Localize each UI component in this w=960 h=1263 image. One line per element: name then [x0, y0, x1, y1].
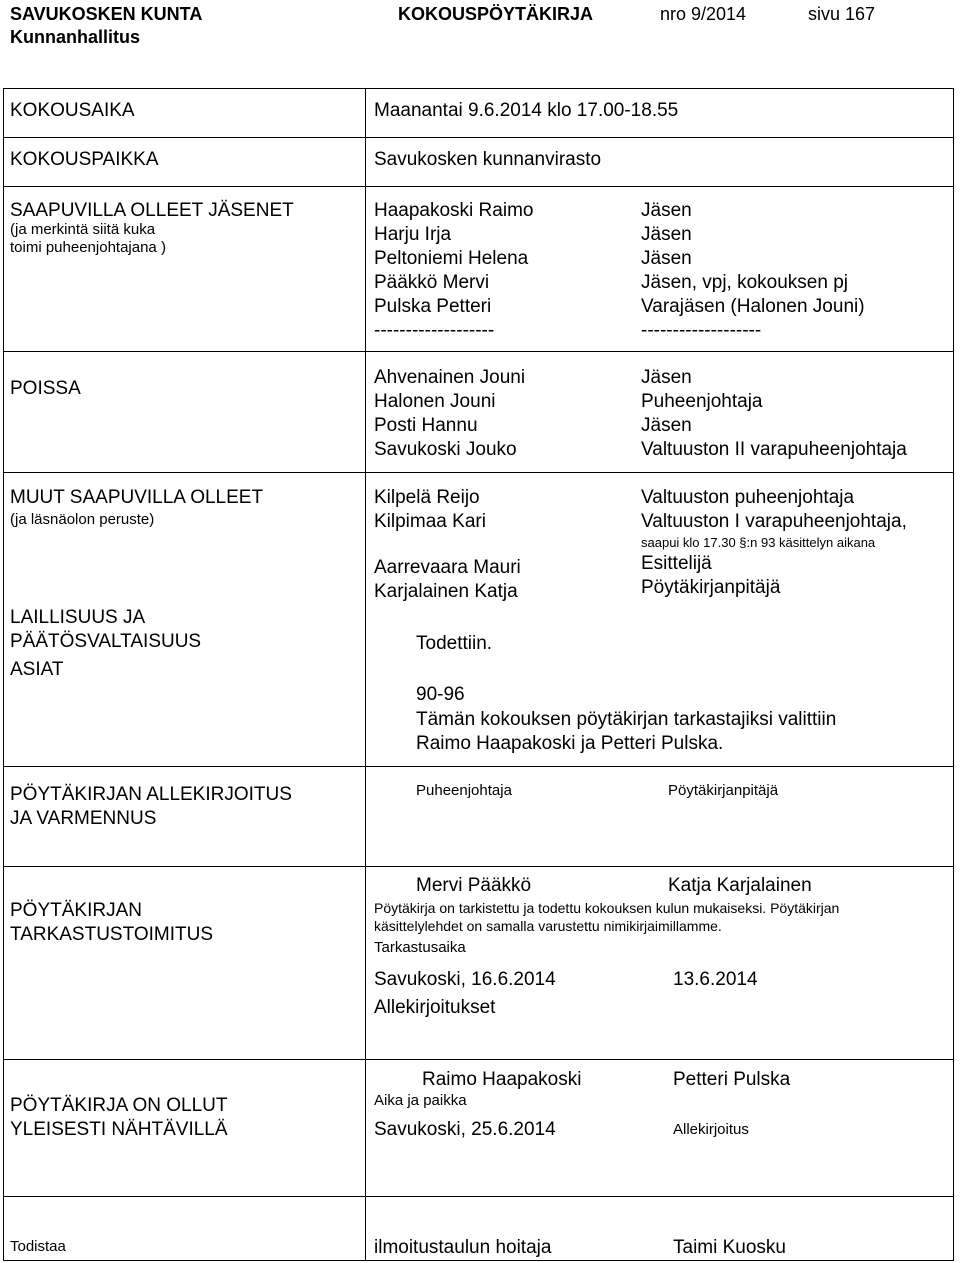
inspection-time-label: Tarkastusaika [374, 939, 466, 956]
inspection-place-date: Savukoski, 16.6.2014 [374, 969, 556, 990]
municipality-name: SAVUKOSKEN KUNTA [10, 4, 203, 24]
certifier-role: ilmoitustaulun hoitaja [374, 1237, 552, 1258]
member-role: Esittelijä [641, 553, 712, 574]
signature-label: JA VARMENNUS [10, 808, 157, 829]
public-display-label: PÖYTÄKIRJA ON OLLUT [10, 1095, 228, 1116]
inspection-text: Pöytäkirja on tarkistettu ja todettu kokouksen kulun mukaiseksi. Pöytäkirjan [374, 900, 840, 916]
page-number: sivu 167 [808, 4, 876, 24]
inspector-name: Petteri Pulska [673, 1069, 791, 1090]
member-name: Kilpelä Reijo [374, 487, 480, 508]
column-divider [3, 88, 4, 1261]
member-name: Savukoski Jouko [374, 439, 517, 460]
chair-title: Puheenjohtaja [416, 782, 512, 799]
matters-range: 90-96 [416, 684, 465, 705]
row-divider [3, 1260, 953, 1261]
row-divider [3, 137, 953, 138]
certifier-name: Taimi Kuosku [673, 1237, 786, 1258]
member-name: Posti Hannu [374, 415, 478, 436]
row-divider [3, 472, 953, 473]
legality-value: Todettiin. [416, 633, 493, 654]
document-number: nro 9/2014 [660, 4, 747, 24]
member-name: Harju Irja [374, 224, 452, 245]
inspection-date: 13.6.2014 [673, 969, 758, 990]
legality-label: LAILLISUUS JA [10, 607, 146, 628]
row-divider [3, 351, 953, 352]
member-role: Pöytäkirjanpitäjä [641, 577, 781, 598]
signature-label: PÖYTÄKIRJAN ALLEKIRJOITUS [10, 784, 292, 805]
document-type: KOKOUSPÖYTÄKIRJA [398, 4, 594, 24]
absent-label: POISSA [10, 378, 81, 399]
secretary-name: Katja Karjalainen [668, 875, 812, 896]
member-name: Kilpimaa Kari [374, 511, 486, 532]
matters-label: ASIAT [10, 659, 64, 680]
member-name: Pääkkö Mervi [374, 272, 490, 293]
member-role: Jäsen [641, 200, 692, 221]
others-present-note: (ja läsnäolon peruste) [10, 511, 155, 528]
member-role: Valtuuston puheenjohtaja [641, 487, 855, 508]
member-role: Jäsen [641, 224, 692, 245]
chair-name: Mervi Pääkkö [416, 875, 532, 896]
inspection-label: TARKASTUSTOIMITUS [10, 924, 214, 945]
column-divider [365, 88, 366, 1261]
board-name: Kunnanhallitus [10, 27, 140, 47]
others-present-label: MUUT SAAPUVILLA OLLEET [10, 487, 264, 508]
matters-text: Raimo Haapakoski ja Petteri Pulska. [416, 733, 724, 754]
member-role: Puheenjohtaja [641, 391, 763, 412]
row-divider [3, 866, 953, 867]
member-name: Pulska Petteri [374, 296, 492, 317]
signatures-label: Allekirjoitukset [374, 997, 496, 1018]
member-name: Aarrevaara Mauri [374, 557, 521, 578]
legality-label: PÄÄTÖSVALTAISUUS [10, 631, 202, 652]
inspection-label: PÖYTÄKIRJAN [10, 900, 142, 921]
public-display-value: Savukoski, 25.6.2014 [374, 1119, 556, 1140]
row-divider [3, 186, 953, 187]
member-role: Jäsen [641, 367, 692, 388]
meeting-place-label: KOKOUSPAIKKA [10, 149, 159, 170]
present-note: toimi puheenjohtajana ) [10, 239, 166, 256]
signature-caption: Allekirjoitus [673, 1121, 749, 1138]
row-divider [3, 766, 953, 767]
member-role: Jäsen [641, 415, 692, 436]
certify-label: Todistaa [10, 1238, 66, 1255]
row-divider [3, 88, 953, 89]
row-divider [3, 1059, 953, 1060]
meeting-time-value: Maanantai 9.6.2014 klo 17.00-18.55 [374, 100, 679, 121]
meeting-time-label: KOKOUSAIKA [10, 100, 135, 121]
separator: ------------------- [641, 320, 762, 341]
member-name: Ahvenainen Jouni [374, 367, 526, 388]
member-name: Karjalainen Katja [374, 581, 518, 602]
secretary-title: Pöytäkirjanpitäjä [668, 782, 779, 799]
member-role: Jäsen [641, 248, 692, 269]
member-role: Valtuuston I varapuheenjohtaja, [641, 511, 907, 532]
arrival-note: saapui klo 17.30 §:n 93 käsittelyn aikana [641, 535, 876, 550]
member-role: Jäsen, vpj, kokouksen pj [641, 272, 849, 293]
inspector-name: Raimo Haapakoski [422, 1069, 582, 1090]
meeting-place-value: Savukosken kunnanvirasto [374, 149, 602, 170]
time-place-label: Aika ja paikka [374, 1092, 467, 1109]
member-name: Peltoniemi Helena [374, 248, 529, 269]
present-members-label: SAAPUVILLA OLLEET JÄSENET [10, 200, 294, 221]
member-role: Valtuuston II varapuheenjohtaja [641, 439, 907, 460]
matters-text: Tämän kokouksen pöytäkirjan tarkastajiksi valittiin [416, 709, 837, 730]
member-name: Halonen Jouni [374, 391, 496, 412]
present-note: (ja merkintä siitä kuka [10, 221, 156, 238]
separator: ------------------- [374, 320, 495, 341]
public-display-label: YLEISESTI NÄHTÄVILLÄ [10, 1119, 228, 1140]
member-name: Haapakoski Raimo [374, 200, 534, 221]
row-divider [3, 1196, 953, 1197]
inspection-text: käsittelylehdet on samalla varustettu nimikirjaimillamme. [374, 918, 722, 934]
member-role: Varajäsen (Halonen Jouni) [641, 296, 865, 317]
column-divider [953, 88, 954, 1261]
